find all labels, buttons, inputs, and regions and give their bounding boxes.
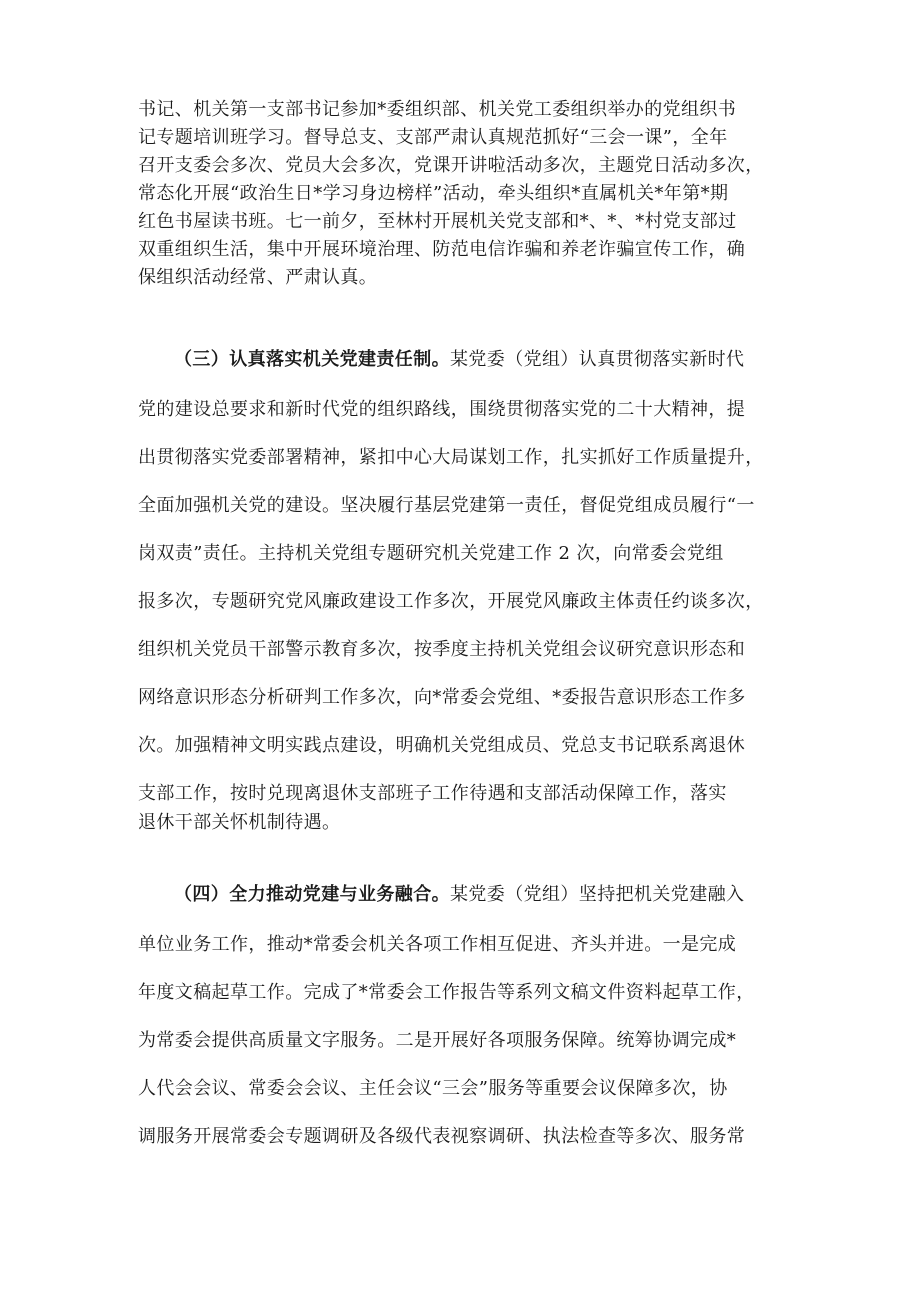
text-line: 双重组织生活，集中开展环境治理、防范电信诈骗和养老诈骗宣传工作，确 bbox=[138, 239, 746, 260]
text-line: 支部工作，按时兑现离退休支部班子工作待遇和支部活动保障工作，落实 bbox=[138, 783, 727, 804]
text-line: 保组织活动经常、严肃认真。 bbox=[138, 267, 378, 288]
text-line: 全面加强机关党的建设。坚决履行基层党建第一责任，督促党组成员履行“一 bbox=[138, 495, 755, 516]
text-line: 红色书屋读书班。七一前夕，至林村开展机关党支部和*、*、*村党支部过 bbox=[138, 211, 737, 232]
section-4-heading: （四）全力推动党建与业务融合。 bbox=[174, 884, 450, 905]
text-span: 某党委（党组）坚持把机关党建融入 bbox=[450, 884, 745, 905]
text-line: 年度文稿起草工作。完成了*常委会工作报告等系列文稿文件资料起草工作， bbox=[138, 982, 755, 1003]
text-line: 为常委会提供高质量文字服务。二是开展好各项服务保障。统筹协调完成* bbox=[138, 1030, 737, 1051]
section-3-heading: （三）认真落实机关党建责任制。 bbox=[174, 349, 450, 370]
text-line: 退休干部关怀机制待遇。 bbox=[138, 812, 341, 833]
text-line: 报多次，专题研究党风廉政建设工作多次，开展党风廉政主体责任约谈多次， bbox=[138, 591, 764, 612]
text-line: 组织机关党员干部警示教育多次，按季度主持机关党组会议研究意识形态和 bbox=[138, 639, 746, 660]
text-line: 单位业务工作，推动*常委会机关各项工作相互促进、齐头并进。一是完成 bbox=[138, 934, 737, 955]
text-line: 网络意识形态分析研判工作多次，向*常委会党组、*委报告意识形态工作多 bbox=[138, 687, 746, 708]
text-line: 出贯彻落实党委部署精神，紧扣中心大局谋划工作，扎实抓好工作质量提升， bbox=[138, 447, 764, 468]
text-line: 岗双责”责任。主持机关党组专题研究机关党建工作 2 次，向常委会党组 bbox=[138, 543, 724, 564]
text-line: 记专题培训班学习。督导总支、支部严肃认真规范抓好“三会一课”，全年 bbox=[138, 127, 728, 148]
text-line: 召开支委会多次、党员大会多次，党课开讲啦活动多次，主题党日活动多次， bbox=[138, 155, 764, 176]
text-line: 次。加强精神文明实践点建设，明确机关党组成员、党总支书记联系离退休 bbox=[138, 735, 746, 756]
section-3-first-line bbox=[174, 349, 744, 371]
section-4-first-line bbox=[174, 884, 744, 906]
text-line: 党的建设总要求和新时代党的组织路线，围绕贯彻落实党的二十大精神，提 bbox=[138, 399, 746, 420]
text-line: 调服务开展常委会专题调研及各级代表视察调研、执法检查等多次、服务常 bbox=[138, 1126, 746, 1147]
text-line: 书记、机关第一支部书记参加*委组织部、机关党工委组织举办的党组织书 bbox=[138, 99, 737, 120]
text-line: 人代会会议、常委会会议、主任会议“三会”服务等重要会议保障多次，协 bbox=[138, 1078, 728, 1099]
text-line: 常态化开展“政治生日*学习身边榜样”活动，牵头组织*直属机关*年第*期 bbox=[138, 183, 729, 204]
text-span: 某党委（党组）认真贯彻落实新时代 bbox=[450, 349, 745, 370]
